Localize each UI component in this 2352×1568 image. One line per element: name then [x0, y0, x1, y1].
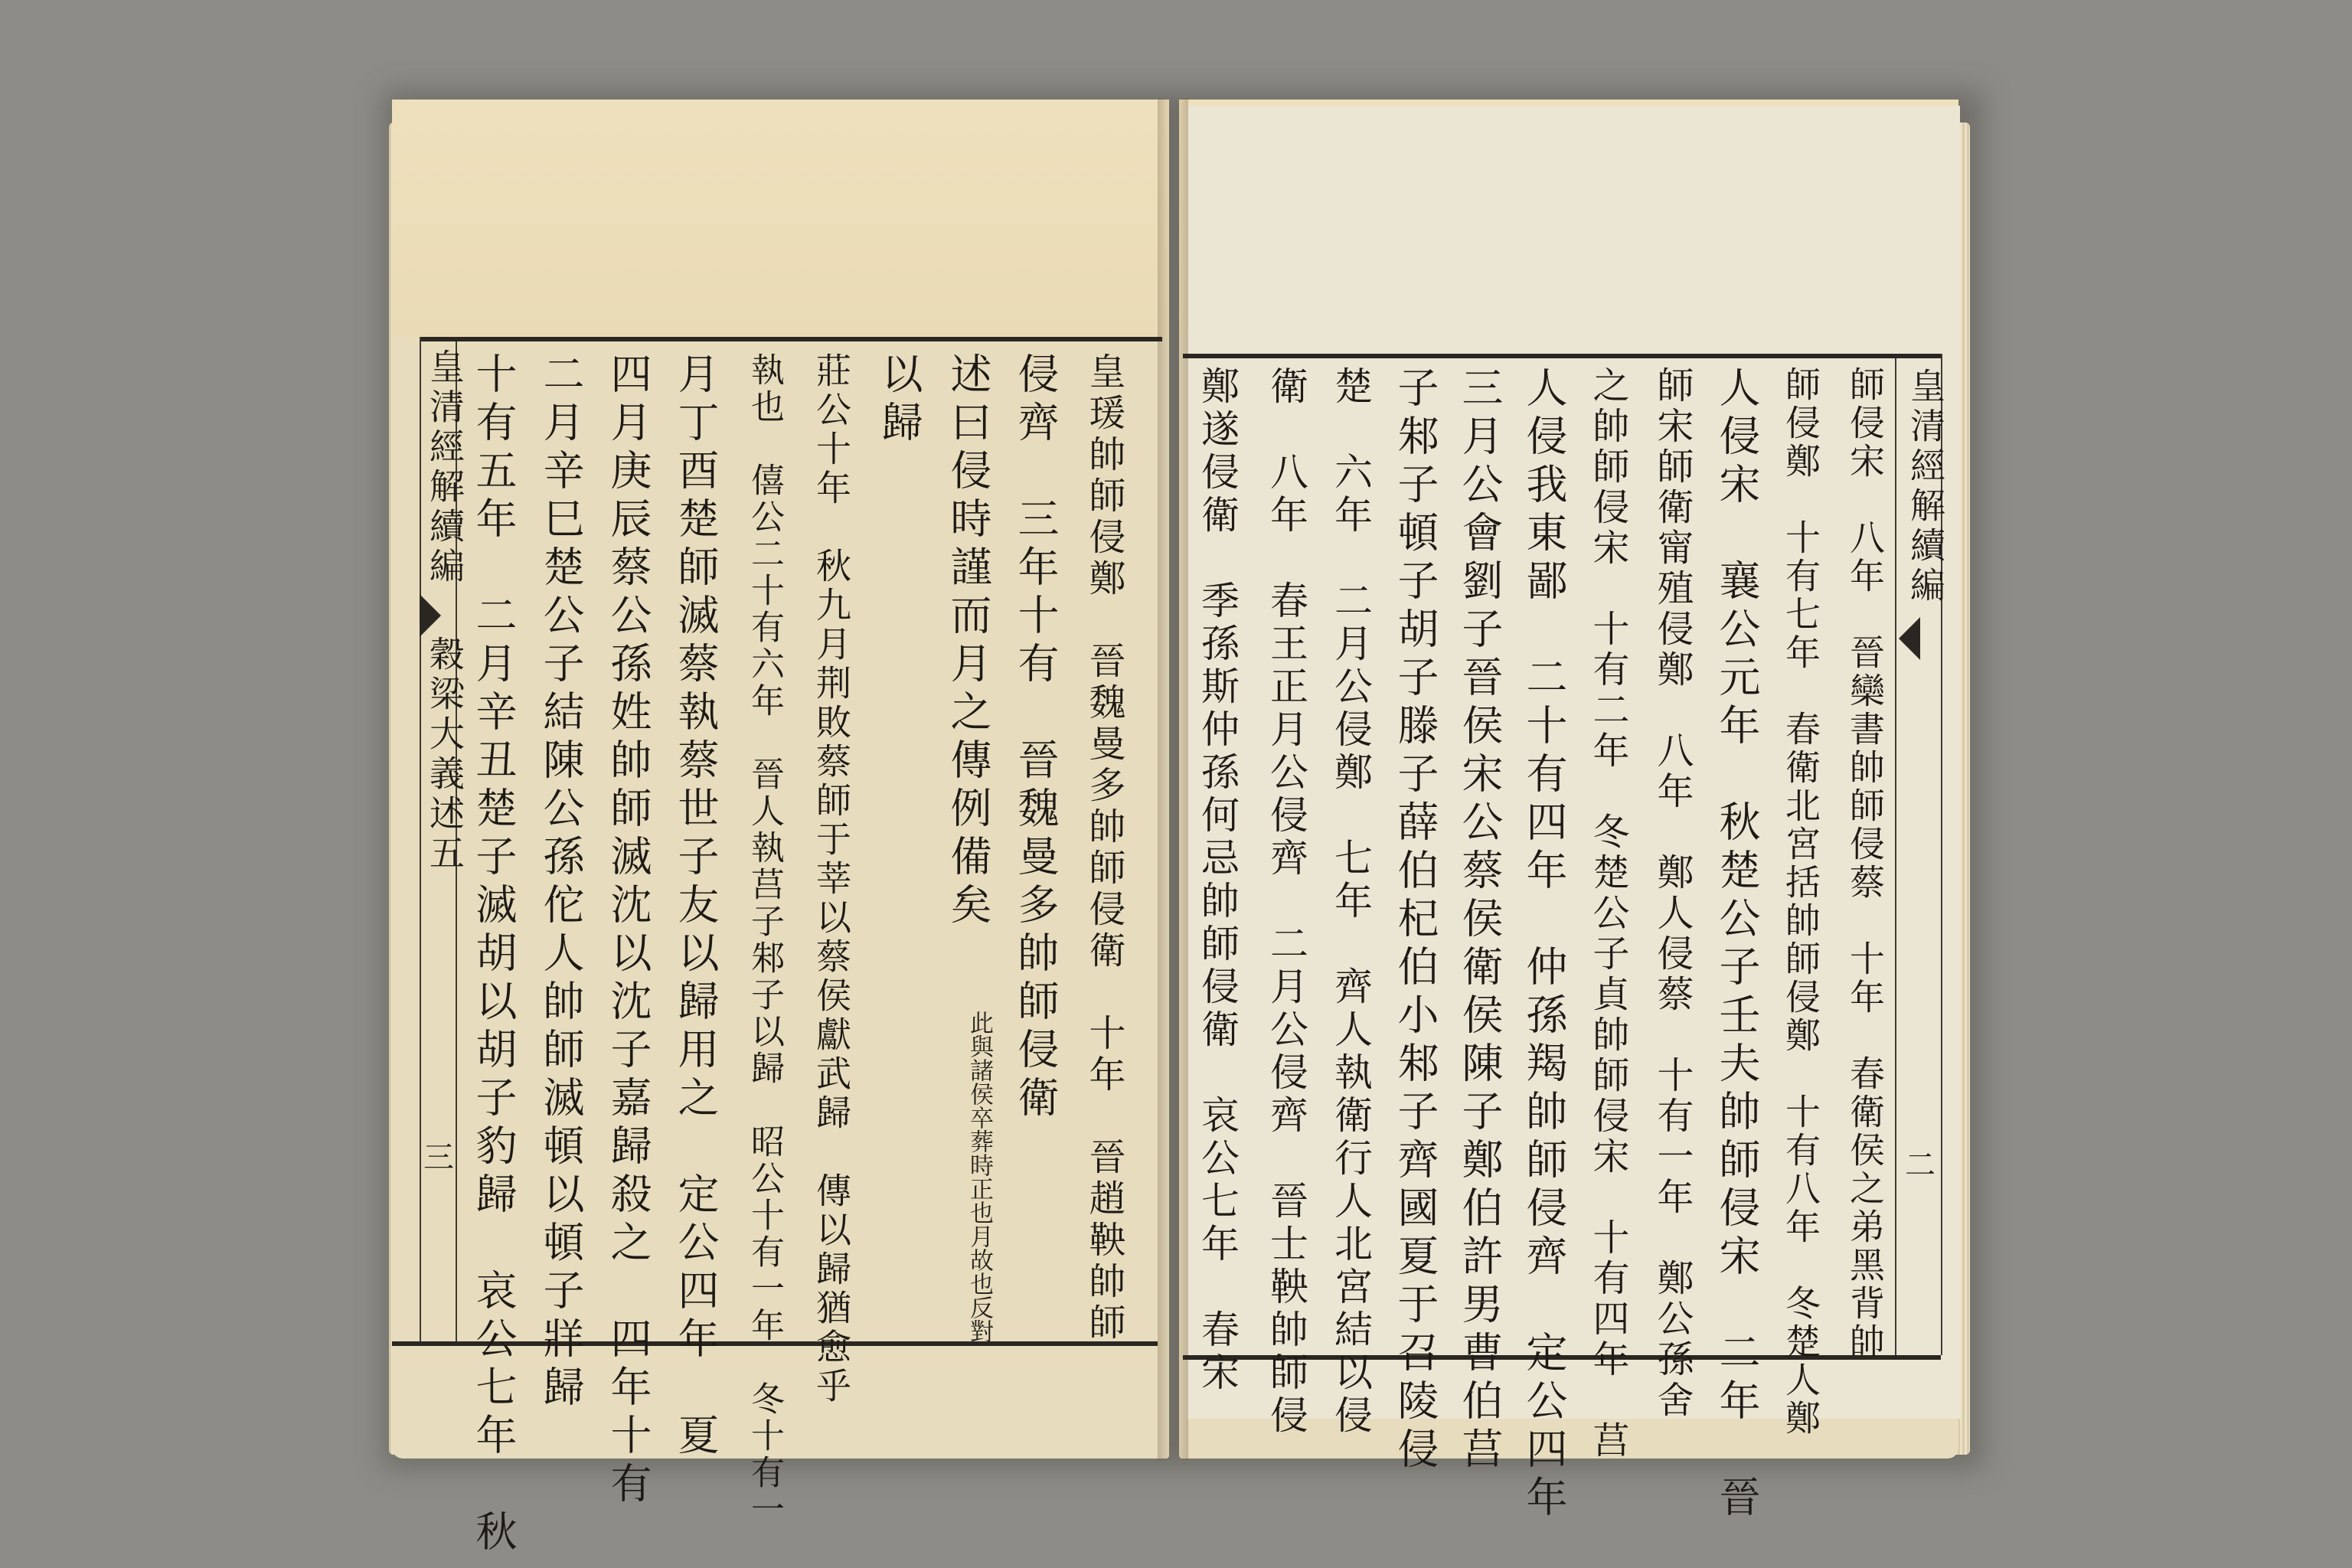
text-column: 衛 八年 春王正月公侵齊 二月公侵齊 晉士鞅帥師侵 — [1264, 366, 1308, 1438]
text-column: 子邾子頓子胡子滕子薛伯杞伯小邾子齊國夏于召陵侵 — [1391, 366, 1439, 1475]
right-top-border — [1183, 354, 1941, 358]
text-column: 人侵宋 襄公元年 秋楚公子壬夫帥師侵宋 二年 晉 — [1713, 366, 1761, 1524]
interlinear-note: 此與諸侯卒葬時正也月故也反對 — [965, 1011, 993, 1343]
right-book-title: 皇清經解續編 — [1905, 368, 1946, 606]
right-page-number: 二 — [1905, 1148, 1936, 1183]
text-column: 鄭遂侵衛 季孫斯仲孫何忌帥師侵衛 哀公七年 春宋 — [1195, 366, 1240, 1395]
text-column: 師宋師衛甯殖侵鄭 八年 鄭人侵蔡 十有一年 鄭公孫舍 — [1651, 366, 1694, 1421]
left-section-title: 穀梁大義述五 — [424, 635, 466, 874]
text-column: 之帥師侵宋 十有二年 冬楚公子貞帥師侵宋 十有四年 莒 — [1586, 366, 1629, 1462]
left-fish-tail-mark — [420, 594, 441, 637]
text-column: 侵齊 三年十有 晉魏曼多帥師侵衛 — [1011, 352, 1060, 1124]
left-page-number: 三 — [423, 1140, 454, 1175]
text-column: 執也 僖公二十有六年 晉人執莒子邾子以歸 昭公十有一年 冬十有一 — [745, 352, 784, 1528]
left-page-top-margin — [392, 100, 1169, 337]
text-column: 二月辛巳楚公子結陳公孫佗人帥師滅頓以頓子牂歸 — [537, 352, 585, 1413]
left-top-border — [420, 337, 1162, 341]
text-column: 師侵鄭 十有七年 春衛北宮括帥師侵鄭 十有八年 冬楚人鄭 — [1780, 366, 1821, 1438]
text-column: 皇瑗帥師侵鄭 晉魏曼多帥師侵衛 十年 晉趙鞅帥師 — [1083, 352, 1125, 1344]
left-book-title: 皇清經解續編 — [424, 348, 466, 587]
right-center-strip-border — [1895, 358, 1896, 1355]
right-fish-tail-mark — [1899, 617, 1920, 660]
text-column: 人侵我東鄙 二十有四年 仲孫羯帥師侵齊 定公四年 — [1520, 366, 1568, 1524]
text-column: 以歸 — [875, 352, 923, 449]
text-column: 三月公會劉子晉侯宋公蔡侯衛侯陳子鄭伯許男曹伯莒 — [1455, 366, 1504, 1475]
text-column: 師侵宋 八年 晉欒書帥師侵蔡 十年 春衛侯之弟黑背帥 — [1844, 366, 1886, 1361]
text-column: 莊公十年 秋九月荆敗蔡師于莘以蔡侯獻武歸 傳以歸猶愈乎 — [811, 352, 852, 1406]
text-column: 楚 六年 二月公侵鄭 七年 齊人執衛行人北宮結以侵 — [1328, 366, 1373, 1438]
text-column: 四月庚辰蔡公孫姓帥師滅沈以沈子嘉歸殺之 四年十有 — [604, 352, 652, 1510]
text-column: 述曰侵時謹而月之傳例備矣 — [944, 352, 992, 931]
text-column: 月丁酉楚師滅蔡執蔡世子友以歸用之 定公四年 夏 — [671, 352, 720, 1462]
text-column: 十有五年 二月辛丑楚子滅胡以胡子豹歸 哀公七年 秋 — [469, 352, 518, 1558]
book-gutter — [1158, 98, 1188, 1461]
